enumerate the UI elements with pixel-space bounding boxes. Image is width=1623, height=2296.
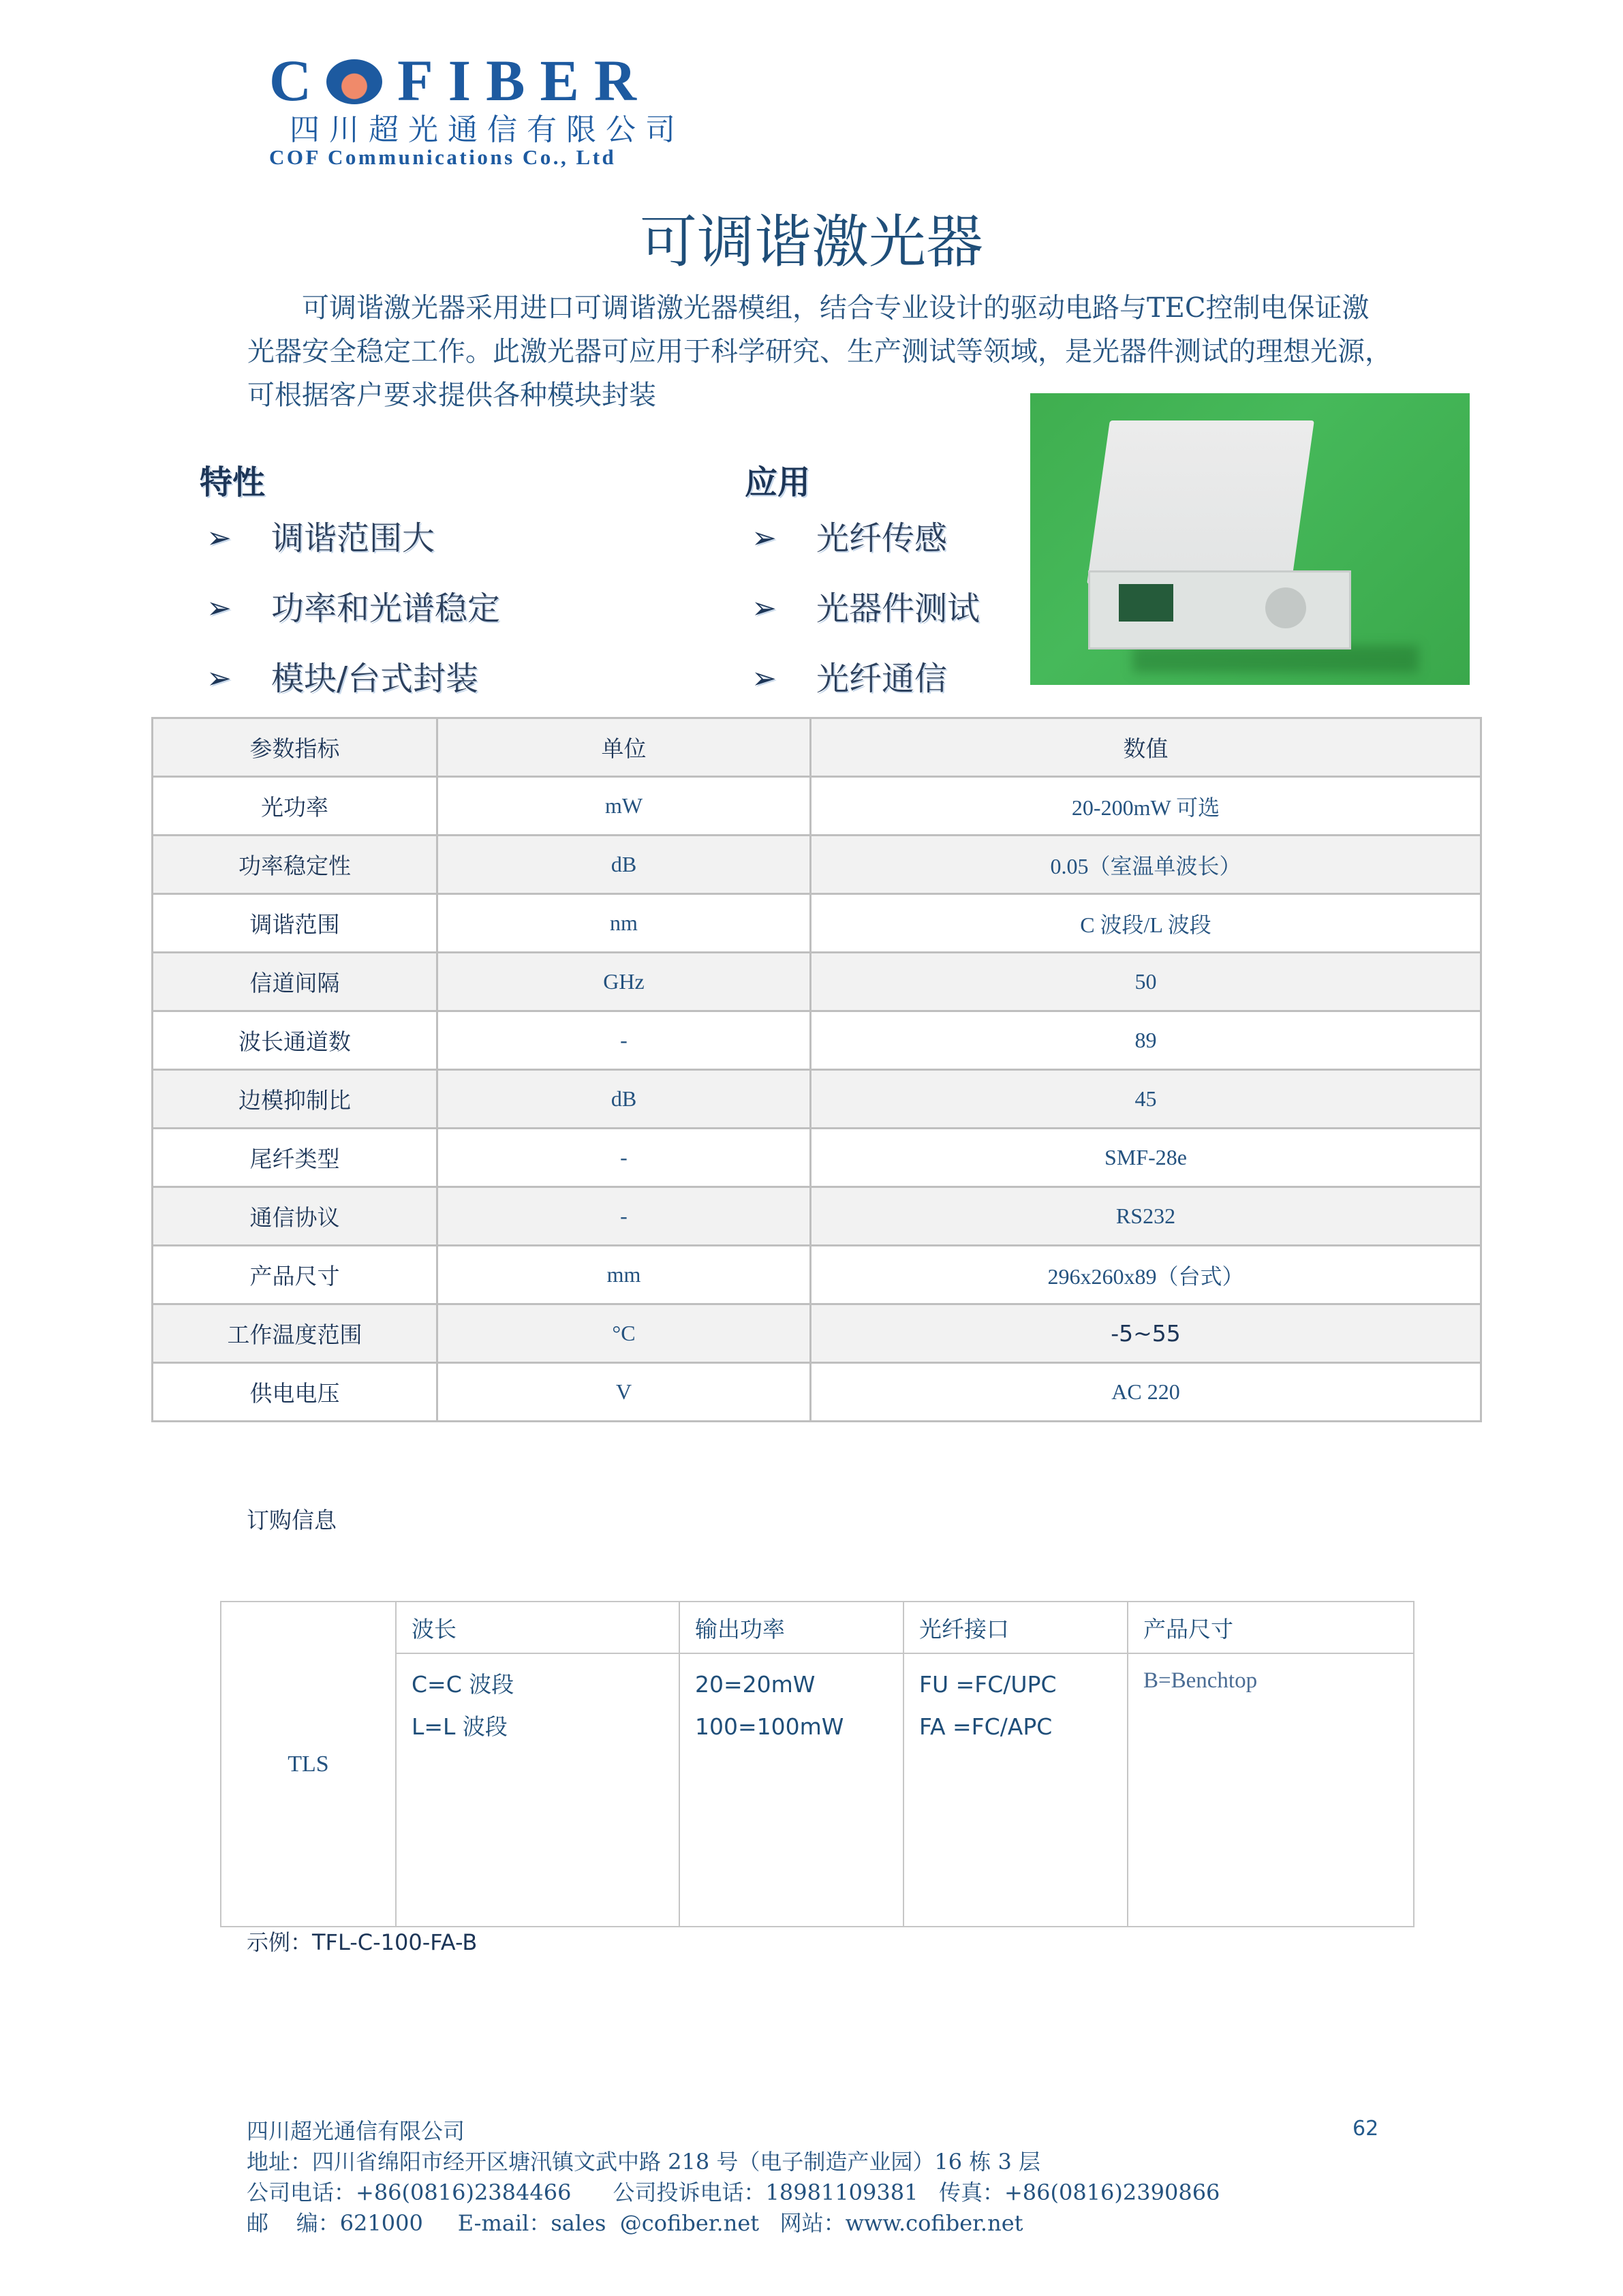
arrow-bullet-icon: ➢ — [206, 591, 232, 626]
device-keypad — [1265, 587, 1306, 628]
logo-wordmark — [269, 48, 869, 113]
header-cell: 单位 — [437, 718, 811, 777]
header-cell: 输出功率 — [679, 1602, 903, 1653]
value-cell: C 波段/L 波段 — [811, 894, 1481, 953]
application-item: ➢ 光器件测试 — [752, 590, 980, 628]
table-row — [153, 953, 1481, 1011]
option: B=Benchtop — [1143, 1668, 1258, 1693]
footer-company: 四川超光通信有限公司 — [247, 2118, 465, 2144]
option: C=C 波段 — [412, 1671, 514, 1698]
table-row — [153, 1129, 1481, 1187]
footer-address: 地址：四川省绵阳市经开区塘汛镇文武中路 218 号（电子制造产业园）16 栋 3 层 — [247, 2149, 1041, 2175]
table-row — [153, 1304, 1481, 1363]
table-row — [153, 1070, 1481, 1129]
value-cell: 20-200mW 可选 — [811, 777, 1481, 836]
value-cell: RS232 — [811, 1187, 1481, 1246]
arrow-bullet-icon: ➢ — [206, 661, 232, 696]
spec-header-row — [153, 718, 1481, 777]
unit-cell: - — [437, 1129, 811, 1187]
header-cell: 产品尺寸 — [1128, 1602, 1414, 1653]
table-row — [153, 1246, 1481, 1304]
power-options — [679, 1653, 903, 1927]
ordering-options-row — [221, 1653, 1414, 1927]
value-cell: -5~55 — [811, 1304, 1481, 1363]
spec-table — [151, 717, 1482, 1422]
option: 100=100mW — [695, 1713, 844, 1740]
arrow-bullet-icon: ➢ — [752, 521, 777, 555]
application-item: ➢ 光纤通信 — [752, 660, 948, 698]
logo-sun-icon — [326, 59, 382, 104]
ordering-heading: 订购信息 — [247, 1507, 337, 1533]
unit-cell: - — [437, 1011, 811, 1070]
param-cell: 功率稳定性 — [153, 836, 437, 894]
features-heading: 特性 — [200, 463, 266, 502]
unit-cell: mW — [437, 777, 811, 836]
param-cell: 尾纤类型 — [153, 1129, 437, 1187]
company-logo — [269, 48, 869, 169]
param-cell: 调谐范围 — [153, 894, 437, 953]
product-code-cell: TLS — [221, 1602, 396, 1927]
applications-heading: 应用 — [745, 463, 811, 502]
unit-cell: - — [437, 1187, 811, 1246]
param-cell: 边模抑制比 — [153, 1070, 437, 1129]
ordering-example: 示例：TFL-C-100-FA-B — [247, 1929, 478, 1955]
unit-cell: °C — [437, 1304, 811, 1363]
table-row — [153, 1011, 1481, 1070]
value-cell: 0.05（室温单波长） — [811, 836, 1481, 894]
header-cell: 波长 — [396, 1602, 679, 1653]
wavelength-options — [396, 1653, 679, 1927]
ordering-table — [220, 1601, 1415, 1927]
application-item: ➢ 光纤传感 — [752, 519, 948, 557]
unit-cell: dB — [437, 836, 811, 894]
unit-cell: nm — [437, 894, 811, 953]
size-options — [1128, 1653, 1414, 1927]
photo-shadow — [1132, 645, 1419, 673]
value-cell: SMF-28e — [811, 1129, 1481, 1187]
header-cell: 光纤接口 — [903, 1602, 1128, 1653]
feature-item: ➢ 模块/台式封装 — [206, 660, 479, 698]
header-cell: 参数指标 — [153, 718, 437, 777]
value-cell: 89 — [811, 1011, 1481, 1070]
page-title: 可调谐激光器 — [639, 209, 983, 275]
logo-company-cn: 四川超光通信有限公司 — [290, 112, 685, 147]
feature-item: ➢ 功率和光谱稳定 — [206, 590, 501, 628]
value-cell: 45 — [811, 1070, 1481, 1129]
unit-cell: dB — [437, 1070, 811, 1129]
device-top-panel — [1087, 420, 1314, 584]
table-row — [153, 777, 1481, 836]
unit-cell: mm — [437, 1246, 811, 1304]
param-cell: 通信协议 — [153, 1187, 437, 1246]
header-cell: 数值 — [811, 718, 1481, 777]
logo-company-en: COF Communications Co., Ltd — [269, 145, 617, 169]
device-display — [1119, 584, 1173, 622]
logo-letter-c: C — [269, 48, 327, 113]
arrow-bullet-icon: ➢ — [752, 661, 777, 696]
table-row — [153, 894, 1481, 953]
value-cell: AC 220 — [811, 1363, 1481, 1422]
connector-options — [903, 1653, 1128, 1927]
unit-cell: GHz — [437, 953, 811, 1011]
table-row — [153, 836, 1481, 894]
logo-letters-fiber: FIBER — [397, 48, 651, 113]
features-list — [206, 518, 683, 729]
arrow-bullet-icon: ➢ — [752, 591, 777, 626]
value-cell: 296x260x89（台式） — [811, 1246, 1481, 1304]
option: 20=20mW — [695, 1671, 816, 1698]
product-photo — [1030, 393, 1470, 685]
value-cell: 50 — [811, 953, 1481, 1011]
page-number: 62 — [1352, 2117, 1379, 2141]
table-row — [153, 1363, 1481, 1422]
footer — [247, 2116, 1405, 2239]
param-cell: 供电电压 — [153, 1363, 437, 1422]
param-cell: 波长通道数 — [153, 1011, 437, 1070]
applications-list — [752, 518, 1038, 729]
param-cell: 信道间隔 — [153, 953, 437, 1011]
table-row — [153, 1187, 1481, 1246]
intro-text: 可调谐激光器采用进口可调谐激光器模组，结合专业设计的驱动电路与TEC控制电保证激光器安全稳定工作。此激光器可应用于科学研究、生产测试等领域，是光器件测试的理想光源，可根据客户要求提供各种模块封装 — [247, 292, 1392, 411]
footer-contact: 邮 编：621000 E-mail：sales @cofiber.net 网站：www.cofiber.net — [247, 2210, 1023, 2236]
ordering-header-row — [221, 1602, 1414, 1653]
param-cell: 工作温度范围 — [153, 1304, 437, 1363]
param-cell: 光功率 — [153, 777, 437, 836]
option: L=L 波段 — [412, 1713, 508, 1740]
feature-item: ➢ 调谐范围大 — [206, 519, 435, 557]
option: FU =FC/UPC — [919, 1671, 1057, 1698]
option: FA =FC/APC — [919, 1713, 1053, 1740]
param-cell: 产品尺寸 — [153, 1246, 437, 1304]
unit-cell: V — [437, 1363, 811, 1422]
footer-phones: 公司电话：+86(0816)2384466 公司投诉电话：18981109381 传真：+86(0816)2390866 — [247, 2179, 1220, 2205]
arrow-bullet-icon: ➢ — [206, 521, 232, 555]
